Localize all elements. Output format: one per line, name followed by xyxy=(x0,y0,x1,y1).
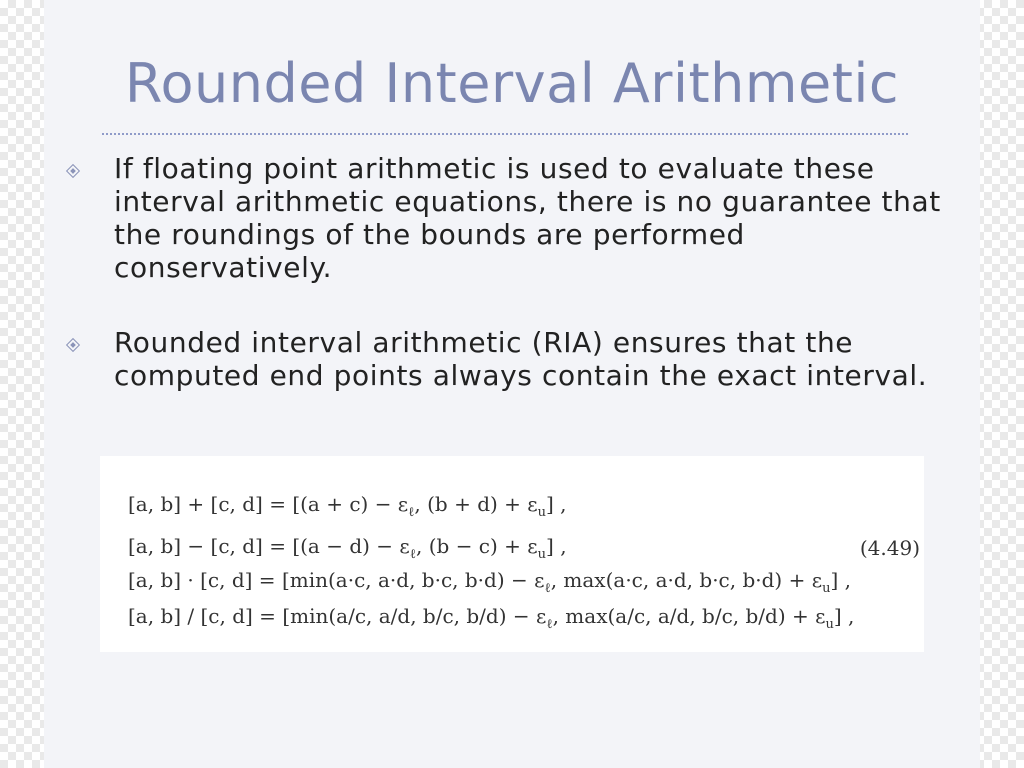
slide-title: Rounded Interval Arithmetic xyxy=(124,52,900,115)
diamond-bullet-icon xyxy=(66,338,80,352)
slide xyxy=(44,0,980,768)
title-divider xyxy=(102,133,908,135)
equation-division: [a, b] / [c, d] = [min(a/c, a/d, b/c, $b/d) - \varepsilon_\ell$, max(a/c, a/d, b/c, $b/d) + \varepsilon_u$] , xyxy=(128,604,855,632)
equation-number: (4.49) xyxy=(859,536,920,560)
equation-subtraction: [a, b] − [c, $d] = [(a - d) - \varepsilon_\ell$, $(b - c) + \varepsilon_u$] , xyxy=(128,534,567,562)
bullet-text: If floating point arithmetic is used to evaluate these interval arithmetic equations, there is no guarantee that the roundings of the bounds are performed conservatively. xyxy=(114,152,941,284)
equation-addition: [a, b] + [c, $d] = [(a + c) - \varepsilon_\ell$, $(b + d) + \varepsilon_u$] , xyxy=(128,492,567,520)
diamond-bullet-icon xyxy=(66,164,80,178)
bullet-list xyxy=(62,152,962,392)
equation-multiplication: [a, b] · [c, d] = [min(a·c, a·d, b·c, $b\cdot d) - \varepsilon_\ell$, max(a·c, a·d, b·c, $b\cdot d) + \varepsilon_u$] , xyxy=(128,568,851,596)
equation-image xyxy=(100,456,924,652)
bullet-item xyxy=(62,326,962,392)
bullet-text: Rounded interval arithmetic (RIA) ensures that the computed end points always contain the exact interval. xyxy=(114,326,928,392)
bullet-item xyxy=(62,152,962,284)
